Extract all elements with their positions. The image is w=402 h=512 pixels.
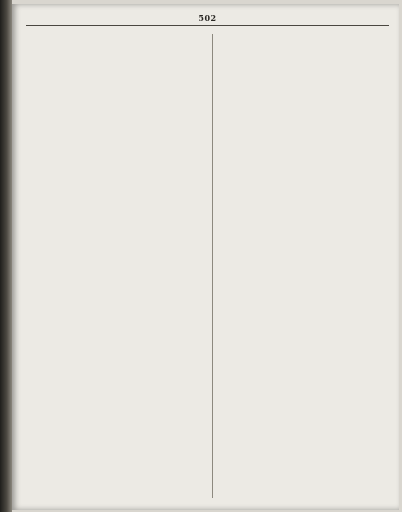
text-line xyxy=(219,205,389,214)
text-line xyxy=(219,232,389,241)
text-line xyxy=(34,286,206,295)
text-line xyxy=(34,43,206,52)
text-line xyxy=(219,241,389,250)
text-line xyxy=(34,412,206,421)
text-column-left xyxy=(34,34,206,498)
text-line xyxy=(219,493,389,502)
text-line xyxy=(34,349,206,358)
text-line xyxy=(34,142,206,151)
text-line xyxy=(219,88,389,97)
text-line xyxy=(34,358,206,367)
text-line xyxy=(34,304,206,313)
text-line xyxy=(219,196,389,205)
text-line xyxy=(34,493,206,502)
text-line xyxy=(34,313,206,322)
text-line xyxy=(219,367,389,376)
page-header xyxy=(26,14,389,28)
text-line xyxy=(34,367,206,376)
text-line xyxy=(219,79,389,88)
text-line xyxy=(219,340,389,349)
text-line xyxy=(34,205,206,214)
text-line xyxy=(34,259,206,268)
text-line xyxy=(34,430,206,439)
text-line xyxy=(34,124,206,133)
text-line xyxy=(219,70,389,79)
text-line xyxy=(219,412,389,421)
text-line xyxy=(219,133,389,142)
text-column-right xyxy=(219,34,389,498)
text-line xyxy=(34,70,206,79)
text-line xyxy=(34,214,206,223)
text-line xyxy=(34,151,206,160)
text-line xyxy=(219,106,389,115)
text-line xyxy=(219,34,389,43)
text-line xyxy=(219,268,389,277)
text-line xyxy=(34,178,206,187)
text-line xyxy=(34,169,206,178)
text-line xyxy=(34,277,206,286)
book-spine-shadow xyxy=(0,0,12,512)
text-line xyxy=(219,403,389,412)
text-line xyxy=(34,322,206,331)
text-line xyxy=(34,97,206,106)
text-line xyxy=(219,115,389,124)
text-line xyxy=(219,385,389,394)
text-line xyxy=(219,304,389,313)
text-line xyxy=(219,448,389,457)
text-line xyxy=(219,331,389,340)
text-line xyxy=(219,160,389,169)
text-line xyxy=(219,376,389,385)
header-rule xyxy=(26,25,389,26)
text-line xyxy=(34,421,206,430)
text-line xyxy=(34,439,206,448)
text-line xyxy=(34,133,206,142)
text-line xyxy=(219,466,389,475)
text-line xyxy=(219,322,389,331)
text-line xyxy=(34,61,206,70)
text-line xyxy=(34,232,206,241)
text-line xyxy=(34,448,206,457)
text-line xyxy=(34,241,206,250)
text-line xyxy=(219,250,389,259)
column-divider xyxy=(212,34,213,498)
text-line xyxy=(34,331,206,340)
text-line xyxy=(34,196,206,205)
text-line xyxy=(34,484,206,493)
text-line xyxy=(219,259,389,268)
text-line xyxy=(34,340,206,349)
text-line xyxy=(219,142,389,151)
text-line xyxy=(34,79,206,88)
text-line xyxy=(34,457,206,466)
text-line xyxy=(219,394,389,403)
text-line xyxy=(34,34,206,43)
text-line xyxy=(219,439,389,448)
text-line xyxy=(219,349,389,358)
text-line xyxy=(219,151,389,160)
text-line xyxy=(34,160,206,169)
text-line xyxy=(34,466,206,475)
text-line xyxy=(219,169,389,178)
text-line xyxy=(219,295,389,304)
text-line xyxy=(219,457,389,466)
text-line xyxy=(34,88,206,97)
text-line xyxy=(219,223,389,232)
text-line xyxy=(34,268,206,277)
text-line xyxy=(219,43,389,52)
text-line xyxy=(219,358,389,367)
text-line xyxy=(219,178,389,187)
text-line xyxy=(219,61,389,70)
text-line xyxy=(34,187,206,196)
text-line xyxy=(219,97,389,106)
page-sheet xyxy=(12,4,399,510)
text-line xyxy=(219,52,389,61)
text-line xyxy=(34,385,206,394)
text-line xyxy=(219,484,389,493)
text-line xyxy=(219,214,389,223)
text-line xyxy=(219,286,389,295)
text-line xyxy=(34,295,206,304)
text-line xyxy=(34,106,206,115)
text-line xyxy=(219,430,389,439)
text-line xyxy=(219,124,389,133)
text-line xyxy=(219,277,389,286)
text-line xyxy=(34,394,206,403)
text-line xyxy=(34,475,206,484)
text-line xyxy=(34,403,206,412)
text-line xyxy=(34,52,206,61)
text-line xyxy=(34,376,206,385)
text-line xyxy=(219,187,389,196)
text-line xyxy=(34,223,206,232)
text-line xyxy=(34,250,206,259)
text-line xyxy=(219,313,389,322)
text-line xyxy=(219,421,389,430)
page-number: 502 xyxy=(198,13,217,23)
text-line xyxy=(219,475,389,484)
text-line xyxy=(34,115,206,124)
